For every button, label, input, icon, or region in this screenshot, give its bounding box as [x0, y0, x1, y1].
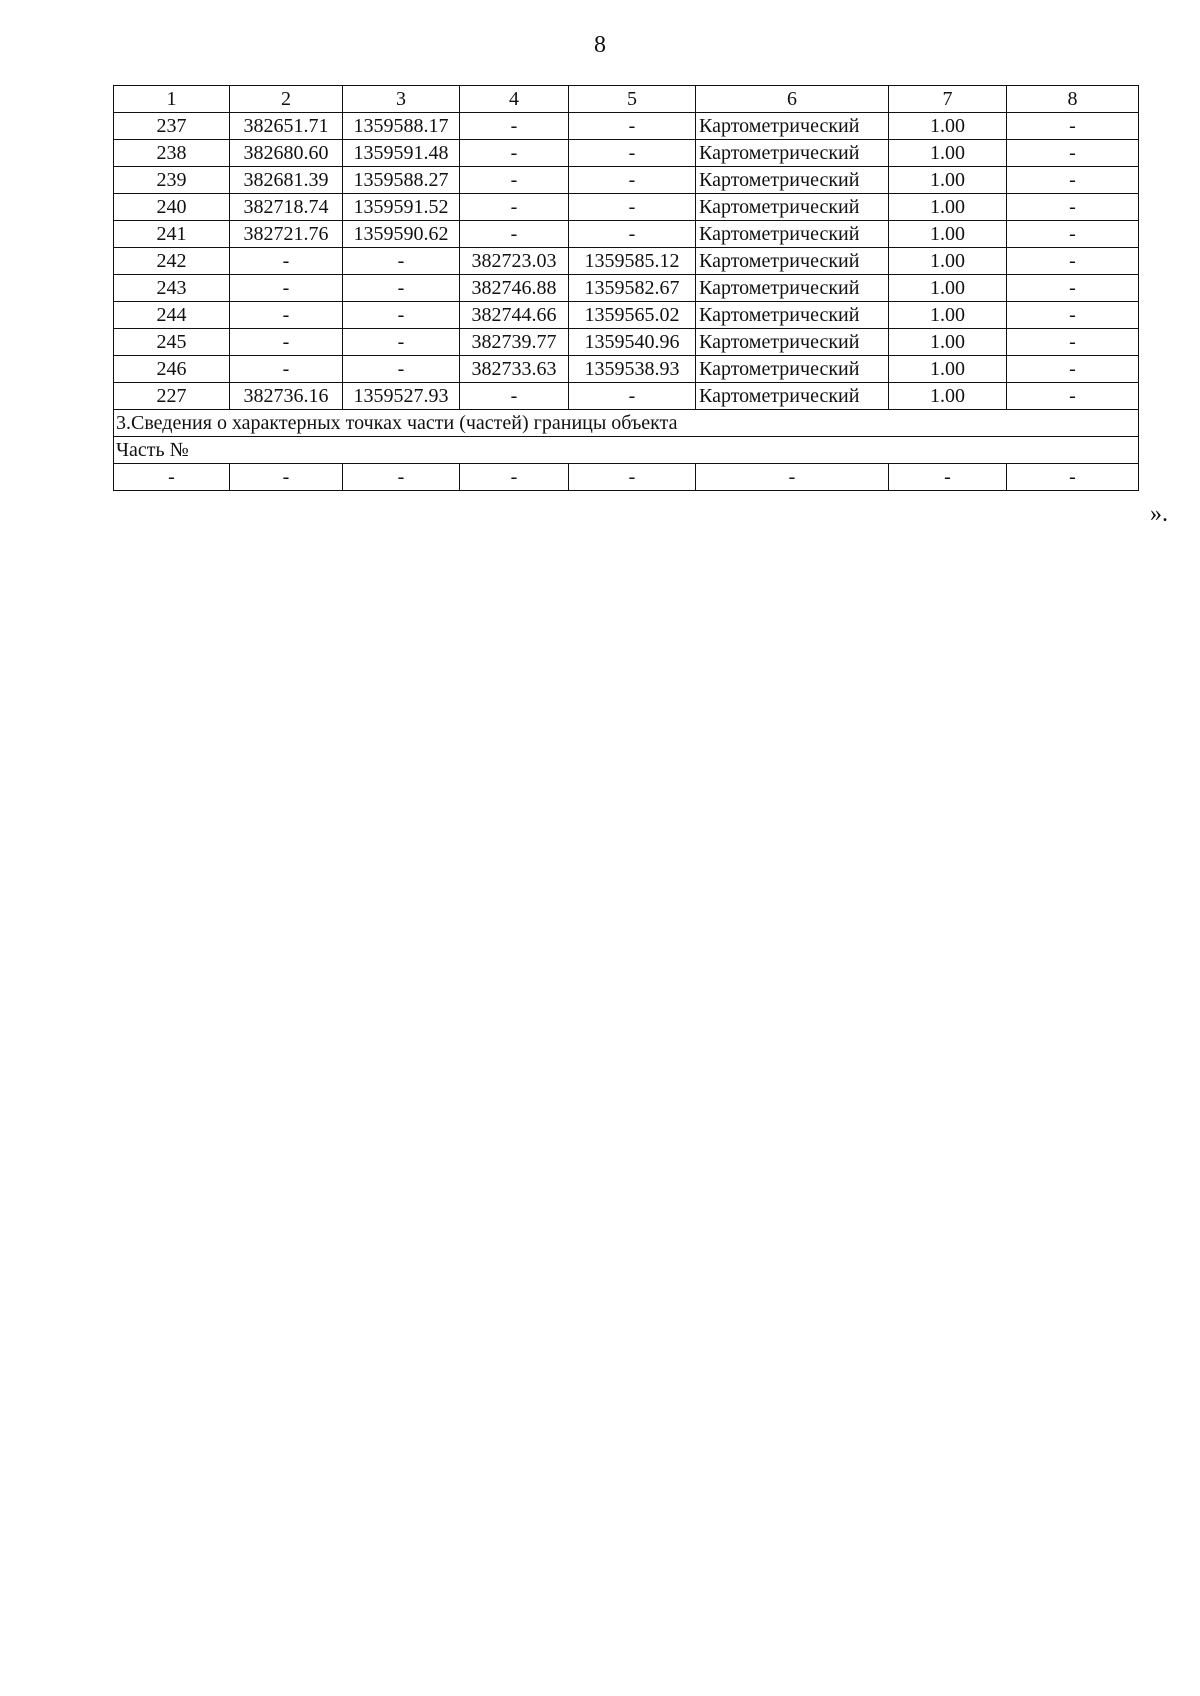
table-cell: - — [569, 221, 696, 248]
header-cell: 2 — [230, 86, 343, 113]
table-row — [114, 221, 1139, 248]
table-cell: - — [569, 167, 696, 194]
table-cell: - — [114, 464, 230, 491]
table-cell: - — [460, 221, 569, 248]
table-header-row — [114, 86, 1139, 113]
table-cell: 1.00 — [889, 302, 1007, 329]
table-cell: 1359591.52 — [343, 194, 460, 221]
table-cell: 243 — [114, 275, 230, 302]
table-row — [114, 140, 1139, 167]
table-cell: - — [460, 113, 569, 140]
table-cell: 227 — [114, 383, 230, 410]
section-title: 3.Сведения о характерных точках части (частей) границы объекта — [114, 410, 1139, 437]
table-cell: 382733.63 — [460, 356, 569, 383]
table-cell: 382744.66 — [460, 302, 569, 329]
method-cell: Картометрический — [696, 329, 889, 356]
table-cell: 382721.76 — [230, 221, 343, 248]
section-title-row — [114, 410, 1139, 437]
method-cell: Картометрический — [696, 113, 889, 140]
header-cell: 4 — [460, 86, 569, 113]
table-cell: 382723.03 — [460, 248, 569, 275]
table-row — [114, 248, 1139, 275]
table-cell: - — [569, 464, 696, 491]
table-cell: - — [1007, 194, 1139, 221]
table-cell: - — [343, 356, 460, 383]
table-cell: 382739.77 — [460, 329, 569, 356]
table-cell: 382651.71 — [230, 113, 343, 140]
header-cell: 1 — [114, 86, 230, 113]
table-cell: 1.00 — [889, 356, 1007, 383]
header-cell: 6 — [696, 86, 889, 113]
table-cell: - — [343, 248, 460, 275]
table-cell: - — [1007, 275, 1139, 302]
method-cell: Картометрический — [696, 167, 889, 194]
closing-quote-mark: ». — [1150, 501, 1168, 527]
table-cell: 241 — [114, 221, 230, 248]
table-cell: - — [460, 167, 569, 194]
method-cell: Картометрический — [696, 275, 889, 302]
table-cell: 1.00 — [889, 275, 1007, 302]
table-cell: - — [343, 275, 460, 302]
table-cell: 1359540.96 — [569, 329, 696, 356]
table-cell: 1359591.48 — [343, 140, 460, 167]
part-label: Часть № — [114, 437, 1139, 464]
table-cell: - — [1007, 248, 1139, 275]
table-cell: - — [343, 464, 460, 491]
table-row — [114, 275, 1139, 302]
table-row — [114, 302, 1139, 329]
table-cell: - — [1007, 221, 1139, 248]
page-number: 8 — [594, 32, 606, 58]
table-cell: 1359588.27 — [343, 167, 460, 194]
table-cell: 382736.16 — [230, 383, 343, 410]
table-cell: 1359590.62 — [343, 221, 460, 248]
table-cell: - — [1007, 383, 1139, 410]
method-cell: Картометрический — [696, 356, 889, 383]
table-cell: 1.00 — [889, 221, 1007, 248]
table-cell: 1.00 — [889, 113, 1007, 140]
method-cell: Картометрический — [696, 194, 889, 221]
empty-part-row — [114, 464, 1139, 491]
method-cell: Картометрический — [696, 248, 889, 275]
method-cell: Картометрический — [696, 140, 889, 167]
table-cell: 244 — [114, 302, 230, 329]
table-cell: 382681.39 — [230, 167, 343, 194]
table-cell: 242 — [114, 248, 230, 275]
table-row — [114, 194, 1139, 221]
table-cell: - — [1007, 167, 1139, 194]
table-cell: 240 — [114, 194, 230, 221]
table-row — [114, 329, 1139, 356]
table-cell: 1359588.17 — [343, 113, 460, 140]
table-cell: - — [230, 356, 343, 383]
table-cell: 237 — [114, 113, 230, 140]
table-cell: 1.00 — [889, 383, 1007, 410]
table-cell: 1359527.93 — [343, 383, 460, 410]
table-cell: 1359538.93 — [569, 356, 696, 383]
table-cell: - — [1007, 302, 1139, 329]
table-cell: - — [1007, 329, 1139, 356]
method-cell: Картометрический — [696, 221, 889, 248]
table-cell: - — [569, 194, 696, 221]
table-cell: - — [460, 383, 569, 410]
table-row — [114, 167, 1139, 194]
method-cell: Картометрический — [696, 302, 889, 329]
table-cell: - — [569, 113, 696, 140]
table-cell: - — [889, 464, 1007, 491]
coordinates-table-container — [113, 85, 1139, 491]
table-cell: - — [460, 140, 569, 167]
part-label-row — [114, 437, 1139, 464]
header-cell: 7 — [889, 86, 1007, 113]
table-cell: - — [343, 302, 460, 329]
table-cell: 382680.60 — [230, 140, 343, 167]
table-row — [114, 113, 1139, 140]
table-cell: 1.00 — [889, 248, 1007, 275]
table-cell: - — [230, 464, 343, 491]
table-row — [114, 356, 1139, 383]
table-cell: - — [1007, 113, 1139, 140]
table-cell: - — [696, 464, 889, 491]
table-cell: 382718.74 — [230, 194, 343, 221]
coordinates-table — [113, 85, 1139, 491]
table-cell: 1.00 — [889, 194, 1007, 221]
table-cell: - — [569, 140, 696, 167]
header-cell: 8 — [1007, 86, 1139, 113]
table-cell: - — [1007, 356, 1139, 383]
table-cell: 1.00 — [889, 167, 1007, 194]
table-cell: - — [230, 248, 343, 275]
table-cell: 1.00 — [889, 140, 1007, 167]
table-cell: - — [343, 329, 460, 356]
table-cell: - — [1007, 464, 1139, 491]
header-cell: 3 — [343, 86, 460, 113]
table-cell: 238 — [114, 140, 230, 167]
coordinates-table-body — [114, 86, 1139, 491]
table-cell: 245 — [114, 329, 230, 356]
table-cell: - — [1007, 140, 1139, 167]
table-cell: 239 — [114, 167, 230, 194]
table-cell: 382746.88 — [460, 275, 569, 302]
table-cell: - — [569, 383, 696, 410]
method-cell: Картометрический — [696, 383, 889, 410]
table-cell: 1359565.02 — [569, 302, 696, 329]
table-cell: 1.00 — [889, 329, 1007, 356]
table-cell: - — [230, 275, 343, 302]
table-cell: - — [460, 464, 569, 491]
header-cell: 5 — [569, 86, 696, 113]
table-cell: 1359582.67 — [569, 275, 696, 302]
table-row — [114, 383, 1139, 410]
table-cell: 246 — [114, 356, 230, 383]
table-cell: - — [460, 194, 569, 221]
table-cell: 1359585.12 — [569, 248, 696, 275]
table-cell: - — [230, 329, 343, 356]
table-cell: - — [230, 302, 343, 329]
